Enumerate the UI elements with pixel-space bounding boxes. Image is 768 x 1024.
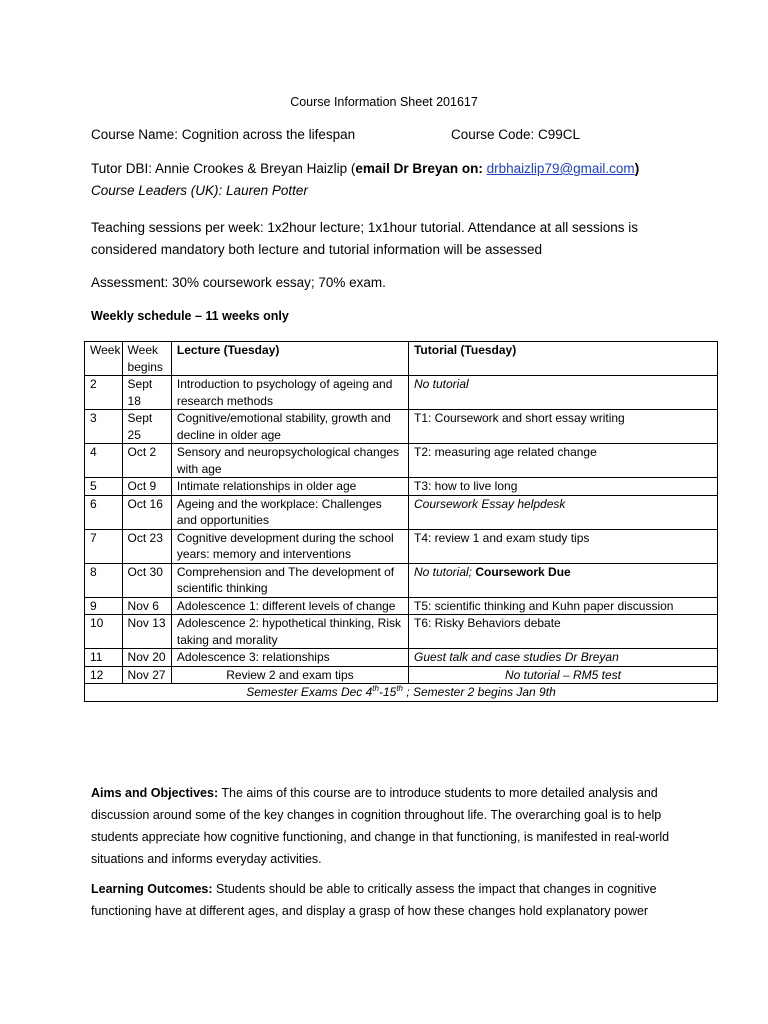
table-row [85,410,718,444]
table-row [85,597,718,615]
cell-tutorial: T3: how to live long [408,478,717,496]
cell-week: 11 [85,649,123,667]
course-leaders: Course Leaders (UK): Lauren Potter [91,183,308,198]
table-header-row [85,342,718,376]
aims-label: Aims and Objectives: [91,786,219,800]
cell-begins: Oct 30 [122,563,171,597]
teaching-sessions: Teaching sessions per week: 1x2hour lecture; 1x1hour tutorial. Attendance at all sessions is considered mandatory both lecture and tutorial information will be assessed [91,220,639,257]
outcomes-paragraph [91,878,671,922]
cell-tutorial: No tutorial – RM5 test [408,666,717,684]
coursework-due: Coursework Due [475,564,571,579]
cell-lecture: Adolescence 3: relationships [171,649,408,667]
tutorial-note: No tutorial; [413,564,476,579]
schedule-heading: Weekly schedule – 11 weeks only [91,309,289,323]
cell-begins: Sept 18 [122,376,171,410]
cell-begins: Oct 2 [122,444,171,478]
cell-tutorial: No tutorial [408,376,717,410]
header-week: Week [85,342,123,376]
cell-week: 8 [85,563,123,597]
table-row [85,495,718,529]
cell-tutorial: T6: Risky Behaviors debate [408,615,717,649]
footer-sup: th [396,684,403,693]
outcomes-label: Learning Outcomes: [91,882,213,896]
tutor-line [91,161,639,176]
cell-tutorial [408,563,717,597]
cell-lecture: Cognitive/emotional stability, growth and decline in older age [171,410,408,444]
table-row [85,649,718,667]
footer-text: ; Semester 2 begins Jan 9th [402,685,556,699]
page-title: Course Information Sheet 201617 [290,95,478,109]
cell-lecture: Ageing and the workplace: Challenges and opportunities [171,495,408,529]
cell-week: 2 [85,376,123,410]
weekly-schedule-table [84,341,718,702]
outcomes-text: Students should be able to critically assess the impact that changes in cognitive functioning have at different ages, and display a grasp of how these changes hold explanatory power [91,882,657,918]
footer-text: Semester Exams Dec 4 [246,685,373,699]
cell-tutorial: T5: scientific thinking and Kuhn paper discussion [408,597,717,615]
cell-week: 5 [85,478,123,496]
cell-begins: Nov 6 [122,597,171,615]
cell-lecture: Sensory and neuropsychological changes with age [171,444,408,478]
cell-week: 9 [85,597,123,615]
cell-lecture: Adolescence 1: different levels of change [171,597,408,615]
table-row [85,529,718,563]
table-row [85,376,718,410]
table-row [85,444,718,478]
cell-week: 12 [85,666,123,684]
cell-begins: Nov 27 [122,666,171,684]
cell-week: 10 [85,615,123,649]
email-link[interactable]: drbhaizlip79@gmail.com [486,161,635,176]
email-label: email Dr Breyan on: [355,161,487,176]
table-row [85,666,718,684]
cell-week: 4 [85,444,123,478]
table-row [85,563,718,597]
cell-lecture: Comprehension and The development of scientific thinking [171,563,408,597]
cell-week: 7 [85,529,123,563]
cell-tutorial: T2: measuring age related change [408,444,717,478]
tutor-suffix: ) [634,161,640,176]
cell-lecture: Introduction to psychology of ageing and research methods [171,376,408,410]
header-week-begins: Week begins [122,342,171,376]
cell-tutorial: Guest talk and case studies Dr Breyan [408,649,717,667]
table-row [85,615,718,649]
cell-tutorial: T1: Coursework and short essay writing [408,410,717,444]
course-name: Course Name: Cognition across the lifespan [91,127,356,142]
cell-begins: Oct 23 [122,529,171,563]
cell-begins: Oct 9 [122,478,171,496]
aims-text: The aims of this course are to introduce students to more detailed analysis and discussion around some of the key changes in cognition throughout life. The overarching goal is to help students appreciate how cognitive functioning, and change in that functioning, is manifested in real-world situations and informs everyday activities. [91,786,670,866]
header-lecture: Lecture (Tuesday) [171,342,408,376]
cell-begins: Nov 13 [122,615,171,649]
tutor-names: Tutor DBI: Annie Crookes & Breyan Haizlip ( [91,161,356,176]
cell-begins: Oct 16 [122,495,171,529]
footer-sup: th [372,684,379,693]
semester-exams-note [85,684,718,702]
cell-begins: Sept 25 [122,410,171,444]
cell-lecture: Intimate relationships in older age [171,478,408,496]
cell-week: 3 [85,410,123,444]
course-code: Course Code: C99CL [451,127,581,142]
cell-lecture: Review 2 and exam tips [171,666,408,684]
cell-tutorial: T4: review 1 and exam study tips [408,529,717,563]
footer-text: -15 [378,685,397,699]
aims-paragraph [91,782,671,870]
cell-lecture: Adolescence 2: hypothetical thinking, Risk taking and morality [171,615,408,649]
assessment: Assessment: 30% coursework essay; 70% exam. [91,275,386,290]
cell-lecture: Cognitive development during the school years: memory and interventions [171,529,408,563]
header-tutorial: Tutorial (Tuesday) [408,342,717,376]
table-footer-row [85,684,718,702]
cell-week: 6 [85,495,123,529]
cell-tutorial: Coursework Essay helpdesk [408,495,717,529]
table-row [85,478,718,496]
cell-begins: Nov 20 [122,649,171,667]
